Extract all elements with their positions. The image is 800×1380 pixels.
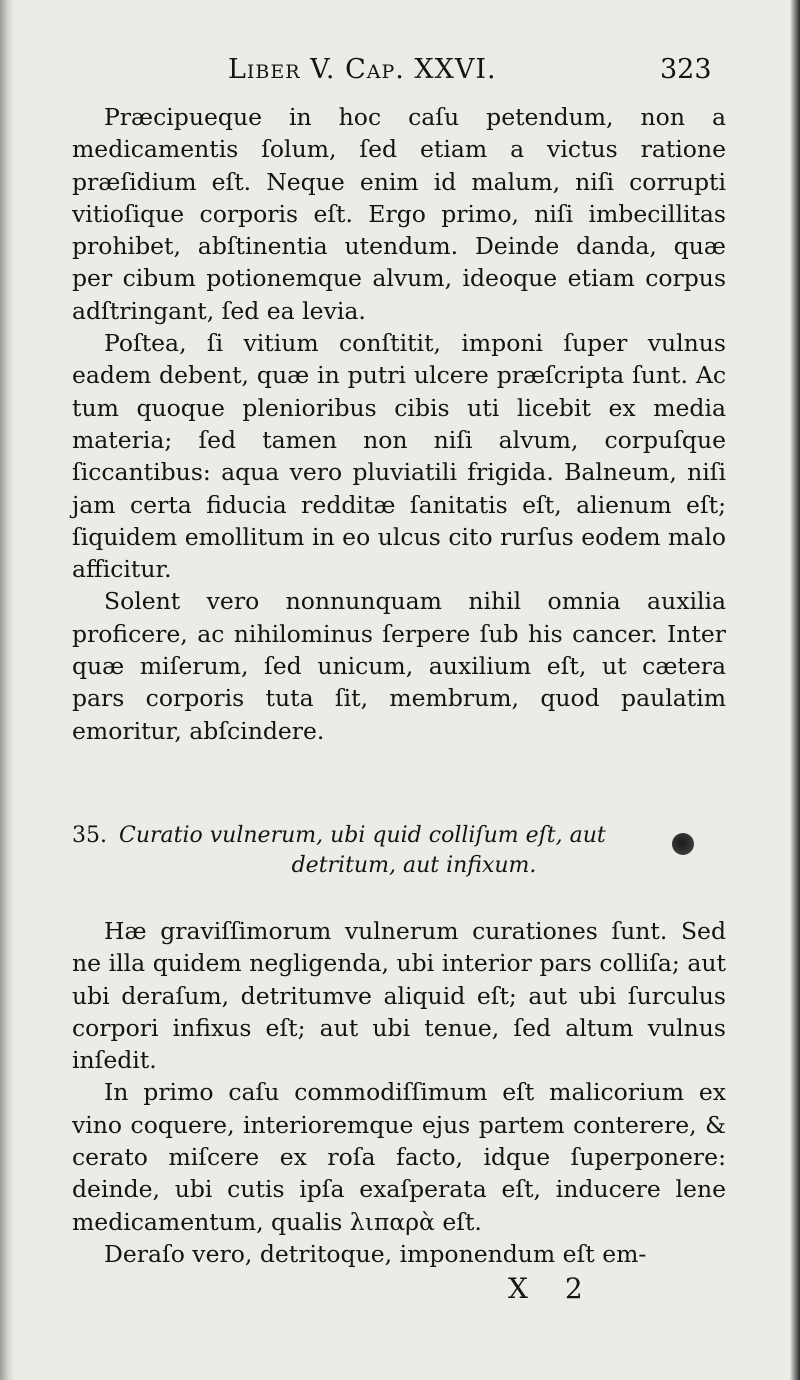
signature-mark: X 2 xyxy=(508,1272,597,1305)
paragraph-postea: Poſtea, ſi vitium conſtitit, imponi ſuper vulnus eadem debent, quæ in putri ulcere præſcripta ſunt. Ac tum quoque plenioribus cibis uti licebit ex media materia; ſed tamen non niſi alvum, corpuſque ſiccantibus: aqua vero pluviatili frigida. Balneum, niſi jam certa fiducia redditæ ſanitatis eſt, alienum eſt; ſiquidem emollitum in eo ulcus cito rurſus eodem malo afficitur. xyxy=(72,329,726,584)
paragraph-praecipueque: Præcipueque in hoc caſu petendum, non a medicamentis ſolum, ſed etiam a victus ratione præſidium eſt. Neque enim id malum, niſi corrupti vitioſique corporis eſt. Ergo primo, niſi imbecillitas prohibet, abſtinentia utendum. Deinde danda, quæ per cibum potionemque alvum, ideoque etiam corpus adſtringant, ſed ea levia. xyxy=(72,103,726,325)
text-block-upper xyxy=(72,101,726,747)
ink-blot-mark xyxy=(672,833,694,855)
paragraph-deraso: Deraſo vero, detritoque, imponendum eſt em- xyxy=(104,1239,647,1268)
section-title-line2: detritum, aut infixum. xyxy=(291,853,537,878)
paragraph-solent: Solent vero nonnunquam nihil omnia auxilia proficere, ac nihilominus ſerpere ſub his cancer. Inter quæ miſerum, ſed unicum, auxilium eſt, ut cætera pars corporis tuta ſit, membrum, quod paulatim emoritur, abſcindere. xyxy=(72,587,726,745)
section-title-line1: Curatio vulnerum, ubi quid colliſum eſt, aut xyxy=(119,823,606,848)
running-title: Liber V. Cap. XXVI. xyxy=(228,54,497,85)
paragraph-in-primo: In primo caſu commodiſſimum eſt malicorium ex vino coquere, interioremque ejus partem conterere, & cerato miſcere ex roſa facto, idque ſuperponere: deinde, ubi cutis ipſa exaſperata eſt, inducere lene medicamentum, qualis λιπαρὰ eſt. xyxy=(72,1078,726,1236)
running-head xyxy=(0,54,800,94)
section-heading-line1 xyxy=(72,821,726,851)
section-number: 35. xyxy=(72,823,107,848)
paragraph-hae: Hæ graviſſimorum vulnerum curationes ſunt. Sed ne illa quidem negligenda, ubi interior pars colliſa; aut ubi deraſum, detritumve aliquid eſt; aut ubi ſurculus corpori infixus eſt; aut ubi tenue, ſed altum vulnus inſedit. xyxy=(72,917,726,1075)
text-block-lower xyxy=(72,915,726,1270)
page-number: 323 xyxy=(660,54,712,85)
section-heading xyxy=(72,821,726,881)
